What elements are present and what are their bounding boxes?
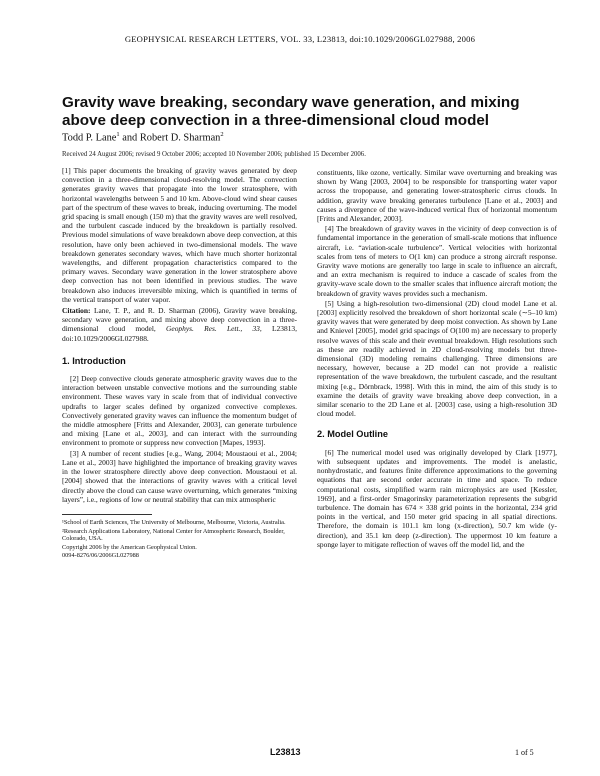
author-line <box>62 131 224 143</box>
paragraph-text: Deep convective clouds generate atmospheric gravity waves due to the interaction between unstable convective motions and the surrounding stable environment. These waves vary in scale from that of individual convective updrafts to larger scales defined by organized convective complexes. Convectively generated gravity waves can influence the momentum budget of the middle atmosphere [Fritts and Alexander, 2003], can generate turbulence and mixing [Lane et al., 2003], and can interact with the surrounding environment to promote or suppress new convection [Mapes, 1993]. <box>62 374 297 448</box>
issn-line: 0094-8276/06/2006GL027988 <box>62 552 139 560</box>
abstract-paragraph <box>62 166 297 304</box>
affiliation-marker: 1 <box>116 131 120 138</box>
author-joiner: and <box>119 132 140 144</box>
paragraph-marker: [5] <box>325 298 334 308</box>
left-column <box>62 166 297 560</box>
publication-dates: Received 24 August 2006; revised 9 October 2006; accepted 10 November 2006; published 15 December 2006. <box>62 151 366 158</box>
paragraph-text: constituents, like ozone, vertically. Similar wave overturning and breaking was shown by Wang [2003, 2004] to be responsible for transporting water vapor across the tropopause, and generating lower-stratospheric cirrus clouds. In addition, gravity wave breaking generates turbulence [Lane et al., 2003] and causes a divergence of the wave-induced vertical flux of horizontal momentum [Fritts and Alexander, 2003]. <box>317 168 557 224</box>
paragraph-text: The breakdown of gravity waves in the vicinity of deep convection is of fundamental importance in the generation of small-scale motions that influence aircraft, i.e. “aviation-scale turbulence”. Vertical velocities with horizontal scales from tens of meters to O(1 km) can produce a strong aircraft response. Gravity wave motions are generally too large in scale to influence an aircraft, and an extra mechanism is required to induce a cascade of scales from the gravity-wave scale down to the smaller scales that influence aircraft motion; the breakdown of gravity waves provides such a mechanism. <box>317 224 557 298</box>
author-name: Todd P. Lane <box>62 132 117 144</box>
body-paragraph <box>317 448 557 549</box>
body-paragraph <box>317 224 557 298</box>
section-heading-introduction: 1. Introduction <box>62 355 126 366</box>
citation-tail: L23813, doi:10.1029/2006GL027988. <box>62 324 297 343</box>
footnote-affiliation-1: ¹School of Earth Sciences, The University of Melbourne, Melbourne, Victoria, Australia. <box>62 518 286 526</box>
citation-text: Lane, T. P., and R. D. Sharman (2006), Gravity wave breaking, secondary wave generation, and mixing above deep convection in a three-dimensional cloud model, <box>62 306 297 334</box>
paragraph-marker: [1] <box>62 166 71 175</box>
paragraph-text: Using a high-resolution two-dimensional (2D) cloud model Lane et al. [2003] explicitly resolved the breakdown of short horizontal scale (∼5–10 km) gravity waves that were generated by deep moist convection. As shown by Lane and Knievel [2005], model grid spacings of O(100 m) are necessary to properly resolve waves of this scale and their eventual breakdown. High resolutions such as these are readily achieved in 2D cloud-resolving models but three-dimensional (3D) modeling remains challenging. Three dimensions are necessary, however, because a 2D model can not provide a realistic representation of the wave breakdown, the turbulent cascade, and the resultant mixing [e.g., Dörnbrack, 1998]. With this in mind, the aim of this study is to examine the details of gravity wave breaking above deep convection, in a similar scenario to the 2D Lane et al. [2003] case, using a high-resolution 3D cloud model. <box>317 298 558 419</box>
paragraph-marker: [2] <box>70 374 79 384</box>
footnote-rule <box>62 514 152 515</box>
affiliation-marker: 2 <box>220 131 224 138</box>
body-paragraph <box>62 374 297 448</box>
body-paragraph <box>62 449 297 504</box>
paragraph-text: The numerical model used was originally developed by Clark [1977], with subsequent updates and improvements. The model is anelastic, nonhydrostatic, and features finite difference approximations to the governing equations that are second order accurate in time and space. To reduce computational costs, simplified warm rain microphysics are used [Kessler, 1969], and a first-order Smagorinsky parameterization represents the subgrid turbulence. The domain has 674 × 338 grid points in the horizontal, 234 grid points in the vertical, and 150 meter grid spacing in all spatial directions. Therefore, the domain is 101.1 km long (x-direction), 50.7 km wide (y-direction), and 35.1 km deep (z-direction). The uppermost 10 km feature a sponge layer to mitigate reflection of waves off the model lid, and the <box>317 447 557 549</box>
article-title: Gravity wave breaking, secondary wave generation, and mixing above deep convection in a three-dimensional cloud model <box>62 94 520 129</box>
body-paragraph <box>317 299 557 419</box>
body-paragraph <box>317 168 557 223</box>
citation-block <box>62 306 297 343</box>
paragraph-marker: [3] <box>70 448 79 458</box>
page-number: 1 of 5 <box>515 748 534 757</box>
abstract-text: This paper documents the breaking of gravity waves generated by deep convection in a three-dimensional cloud-resolving model. The convection generates gravity waves that propagate into the lower stratosphere, with horizontal wavelengths between 5 and 10 km. Above-cloud wind shear causes part of the spectrum of these waves to break, inducing overturning. The model grid spacing is small enough (150 m) that the gravity waves are well resolved, and the turbulent cascade induced by the breakdown is partially resolved. Previous model simulations of wave breakdown above deep convection, at this resolution, have only been achieved in two-dimensional models. The wave breakdown generates secondary waves, which have much shorter horizontal wavelengths, and different propagation characteristics compared to the primary waves. Secondary wave generation in the lower stratosphere above deep convection has not been identified in previous studies. The wave breakdown also induces irreversible mixing, which is quantified in terms of the vertical transport of water vapor. <box>62 166 297 304</box>
citation-journal: Geophys. Res. Lett., 33, <box>166 324 262 334</box>
paragraph-marker: [6] <box>325 447 334 457</box>
article-id-footer: L23813 <box>270 747 301 757</box>
paragraph-marker: [4] <box>325 224 334 234</box>
running-head: GEOPHYSICAL RESEARCH LETTERS, VOL. 33, L23813, doi:10.1029/2006GL027988, 2006 <box>124 34 476 44</box>
paragraph-text: A number of recent studies [e.g., Wang, 2004; Moustaoui et al., 2004; Lane et al., 2003] have highlighted the importance of breaking gravity waves in the lower stratosphere directly above deep convection. Moustaoui et al. [2004] showed that the interactions of gravity waves with a critical level directly above the cloud can cause wave overturning, which generates “mixing layers”, i.e., regions of low or neutral stability that can mix atmospheric <box>62 448 297 504</box>
author-name: Robert D. Sharman <box>139 132 221 144</box>
section-heading-model-outline: 2. Model Outline <box>317 429 388 440</box>
right-column <box>317 168 557 549</box>
copyright-line: Copyright 2006 by the American Geophysical Union. <box>62 543 197 551</box>
citation-label: Citation: <box>62 306 91 316</box>
footnote-affiliation-2: ²Research Applications Laboratory, National Center for Atmospheric Research, Boulder, Colorado, USA. <box>62 527 285 543</box>
